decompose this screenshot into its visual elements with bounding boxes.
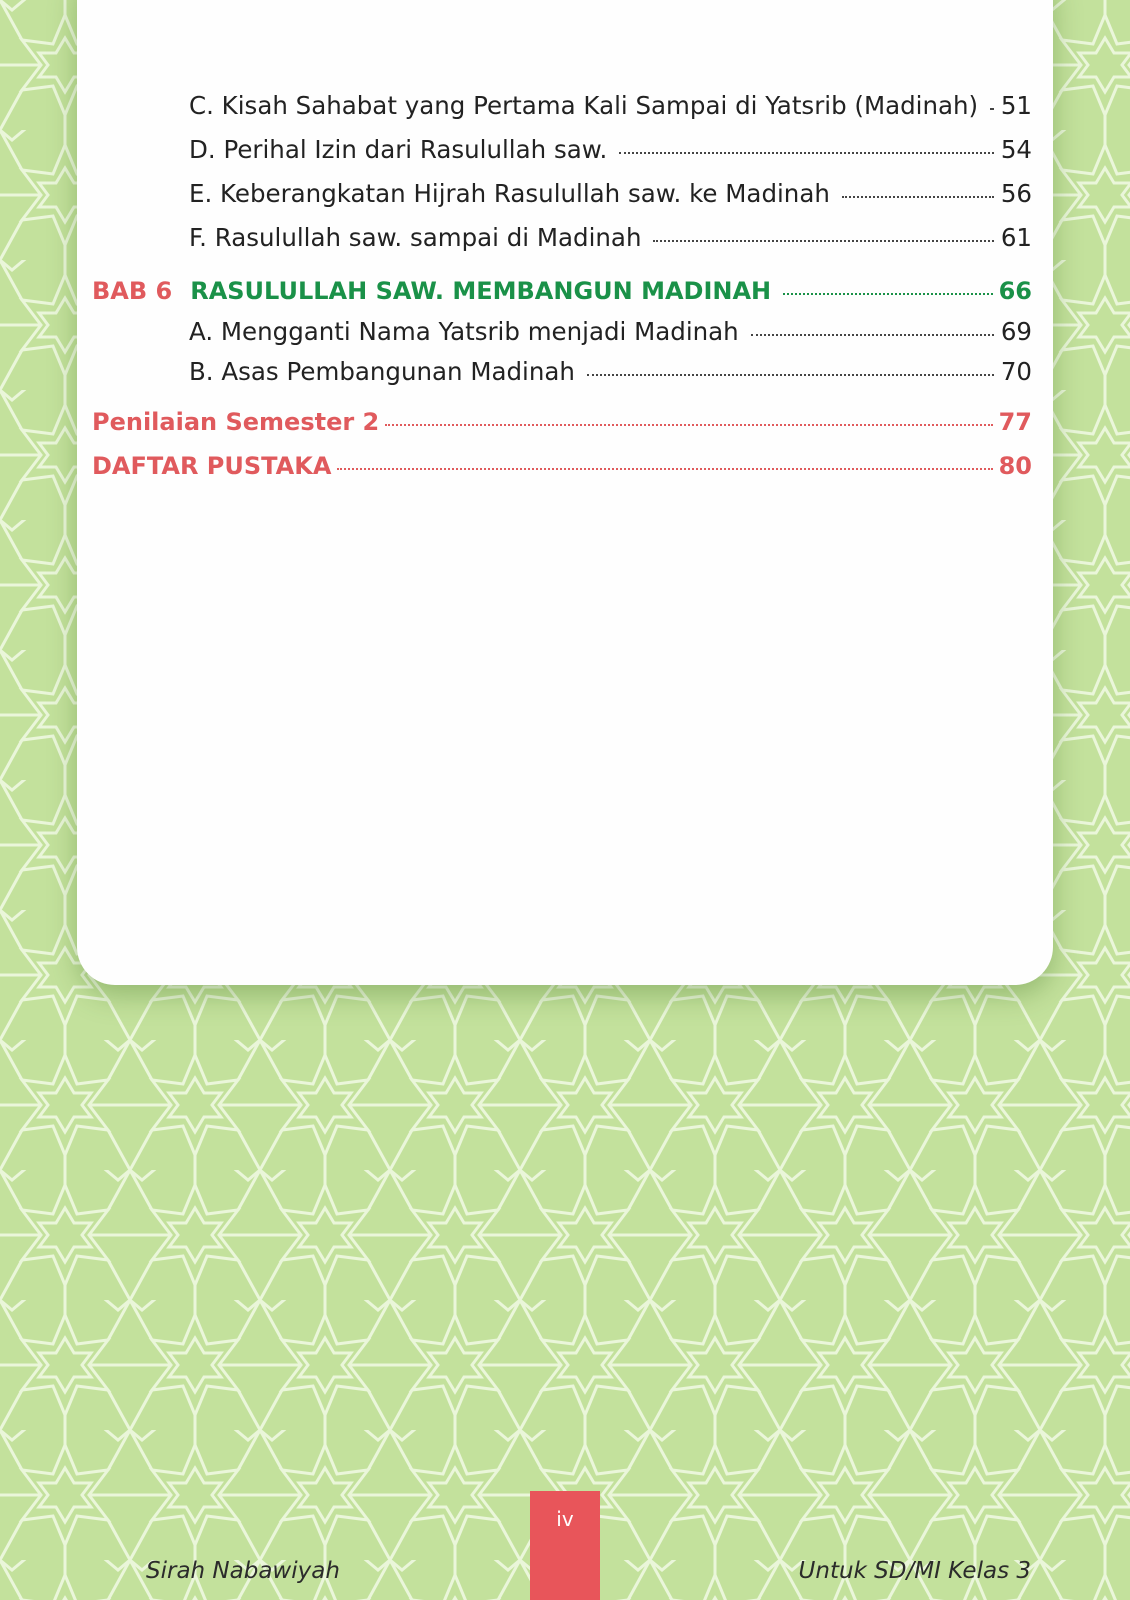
- dot-leader: [751, 334, 994, 336]
- toc-entry-page: 61: [1000, 223, 1032, 252]
- toc-entry-e[interactable]: [189, 179, 1032, 208]
- toc-entry-page: 80: [998, 452, 1032, 480]
- toc-entry-page: 54: [1000, 135, 1032, 164]
- toc-daftar-pustaka[interactable]: [92, 452, 1032, 480]
- toc-entry-page: 51: [1000, 91, 1032, 120]
- toc-entry-c[interactable]: [189, 91, 1032, 120]
- toc-entry-d[interactable]: [189, 135, 1032, 164]
- toc-entry-page: 56: [1000, 179, 1032, 208]
- dot-leader: [990, 108, 994, 110]
- toc-entry-label: B. Asas Pembangunan Madinah: [189, 357, 575, 386]
- toc-entry-b[interactable]: [189, 357, 1032, 386]
- toc-entry-label: F. Rasulullah saw. sampai di Madinah: [189, 223, 642, 252]
- dot-leader: [587, 374, 994, 376]
- toc-entry-label: Penilaian Semester 2: [92, 408, 380, 436]
- dot-leader: [842, 196, 994, 198]
- toc-entry-label: A. Mengganti Nama Yatsrib menjadi Madinah: [189, 317, 739, 346]
- toc-penilaian-semester[interactable]: [92, 408, 1032, 436]
- footer-book-title: Sirah Nabawiyah: [146, 1558, 340, 1584]
- dot-leader: [385, 424, 992, 426]
- toc-entry-label: C. Kisah Sahabat yang Pertama Kali Sampai di Yatsrib (Madinah): [189, 91, 979, 120]
- toc-entry-label: DAFTAR PUSTAKA: [92, 452, 332, 480]
- chapter-number: BAB 6: [92, 277, 173, 305]
- dot-leader: [783, 293, 992, 295]
- toc-chapter-bab6[interactable]: [92, 277, 1032, 305]
- toc-entry-f[interactable]: [189, 223, 1032, 252]
- toc-entry-label: E. Keberangkatan Hijrah Rasulullah saw. ke Madinah: [189, 179, 830, 208]
- dot-leader: [619, 152, 994, 154]
- dot-leader: [653, 240, 994, 242]
- toc-entry-label: D. Perihal Izin dari Rasulullah saw.: [189, 135, 608, 164]
- toc-entry-page: 77: [998, 408, 1032, 436]
- toc-entry-page: 69: [1000, 317, 1032, 346]
- dot-leader: [337, 468, 992, 470]
- footer-grade-label: Untuk SD/MI Kelas 3: [798, 1558, 1031, 1584]
- chapter-title: RASULULLAH SAW. MEMBANGUN MADINAH: [190, 277, 772, 305]
- toc-entry-page: 70: [1000, 357, 1032, 386]
- toc-entry-a[interactable]: [189, 317, 1032, 346]
- chapter-page: 66: [998, 277, 1032, 305]
- page-number-tab: iv: [530, 1491, 600, 1600]
